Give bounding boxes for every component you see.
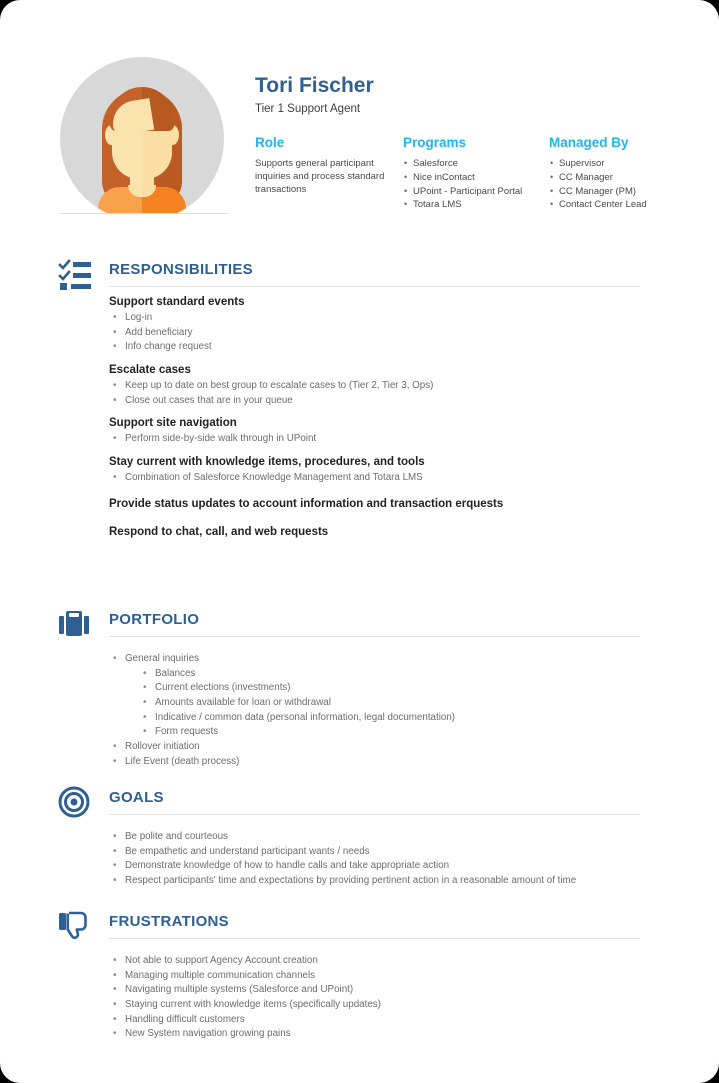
- briefcase-icon: [58, 608, 98, 646]
- list-item: • Be polite and courteous: [109, 830, 669, 845]
- header-column-title: Role: [255, 135, 285, 150]
- responsibility-group: [109, 456, 669, 486]
- list-item: • Balances: [139, 667, 669, 682]
- list-item: • Indicative / common data (personal information, legal documentation): [139, 711, 669, 726]
- responsibility-items: [109, 379, 669, 408]
- list-item: • Life Event (death process): [109, 755, 669, 770]
- responsibility-group: [109, 296, 669, 355]
- avatar-underline: [60, 213, 228, 214]
- list-item: • Perform side-by-side walk through in UPoint: [109, 432, 669, 447]
- responsibility-group: [109, 498, 669, 510]
- portfolio-sublist: [139, 667, 669, 740]
- list-item: • Nice inContact: [403, 172, 523, 185]
- list-item: • Log-in: [109, 311, 669, 326]
- list-item: • Not able to support Agency Account creation: [109, 954, 669, 969]
- list-item: • Totara LMS: [403, 199, 523, 212]
- list-item: • Info change request: [109, 340, 669, 355]
- responsibility-heading: Escalate cases: [109, 364, 191, 377]
- list-item: • Navigating multiple systems (Salesforce and UPoint): [109, 983, 669, 998]
- page-title: Tori Fischer: [255, 74, 374, 97]
- list-item: • New System navigation growing pains: [109, 1027, 669, 1042]
- portfolio-list: [109, 652, 669, 770]
- list-item: • Staying current with knowledge items (specifically updates): [109, 998, 669, 1013]
- list-item: • Rollover initiation: [109, 740, 669, 755]
- header-column-managed-by: [549, 135, 689, 213]
- header-column-title: Programs: [403, 135, 467, 150]
- section-divider: [109, 938, 640, 939]
- header-column-role: [255, 135, 385, 196]
- persona-header: [0, 0, 719, 240]
- list-item: • CC Manager: [549, 172, 689, 185]
- list-item-label: General inquiries: [125, 653, 200, 664]
- header-column-title: Managed By: [549, 135, 629, 150]
- responsibility-heading: Respond to chat, call, and web requests: [109, 525, 329, 538]
- responsibility-group: [109, 417, 669, 447]
- section-title: GOALS: [109, 789, 164, 806]
- list-item: • Salesforce: [403, 158, 523, 171]
- list-item: • Supervisor: [549, 158, 689, 171]
- section-title: PORTFOLIO: [109, 611, 200, 628]
- checklist-icon: [58, 258, 98, 296]
- section-divider: [109, 286, 640, 287]
- responsibility-items: [109, 311, 669, 355]
- section-divider: [109, 814, 640, 815]
- goals-list: [109, 830, 669, 889]
- list-item: • Combination of Salesforce Knowledge Management and Totara LMS: [109, 471, 669, 486]
- responsibility-items: [109, 471, 669, 486]
- section-divider: [109, 636, 640, 637]
- list-item: • Be empathetic and understand participant wants / needs: [109, 845, 669, 860]
- responsibility-group: [109, 364, 669, 408]
- list-item: • Handling difficult customers: [109, 1013, 669, 1028]
- responsibility-group: [109, 526, 669, 538]
- managed-by-list: [549, 158, 689, 212]
- responsibilities-body: [109, 296, 669, 547]
- responsibility-heading: Provide status updates to account information and transaction erquests: [109, 497, 504, 510]
- responsibility-heading: Stay current with knowledge items, procedures, and tools: [109, 456, 425, 469]
- list-item: • Respect participants' time and expectations by providing pertinent action in a reasonable amount of time: [109, 874, 669, 889]
- thumbs-down-icon: [58, 910, 98, 948]
- list-item: • Amounts available for loan or withdrawal: [139, 696, 669, 711]
- avatar-illustration: [60, 57, 224, 214]
- list-item: • Demonstrate knowledge of how to handle calls and take appropriate action: [109, 859, 669, 874]
- list-item: • Form requests: [139, 725, 669, 740]
- person-subtitle: Tier 1 Support Agent: [255, 103, 361, 115]
- list-item: • Close out cases that are in your queue: [109, 394, 669, 409]
- frustrations-list: [109, 954, 669, 1042]
- list-item: • UPoint - Participant Portal: [403, 186, 523, 199]
- avatar: [60, 57, 224, 214]
- section-title: RESPONSIBILITIES: [109, 261, 253, 278]
- responsibility-heading: Support site navigation: [109, 417, 237, 430]
- list-item: • Keep up to date on best group to escalate cases to (Tier 2, Tier 3, Ops): [109, 379, 669, 394]
- frustrations-body: [109, 954, 669, 1042]
- list-item: • Contact Center Lead: [549, 199, 689, 212]
- role-description: Supports general participant inquiries and process standard transactions: [255, 158, 385, 195]
- list-item: • Current elections (investments): [139, 681, 669, 696]
- list-item: [109, 652, 669, 740]
- responsibility-heading: Support standard events: [109, 296, 245, 308]
- portfolio-body: [109, 652, 669, 770]
- header-column-programs: [403, 135, 523, 213]
- section-title: FRUSTRATIONS: [109, 913, 229, 930]
- programs-list: [403, 158, 523, 212]
- target-icon: [58, 786, 98, 824]
- list-item: • Add beneficiary: [109, 326, 669, 341]
- goals-body: [109, 830, 669, 889]
- responsibility-items: [109, 432, 669, 447]
- list-item: • CC Manager (PM): [549, 186, 689, 199]
- list-item: • Managing multiple communication channels: [109, 969, 669, 984]
